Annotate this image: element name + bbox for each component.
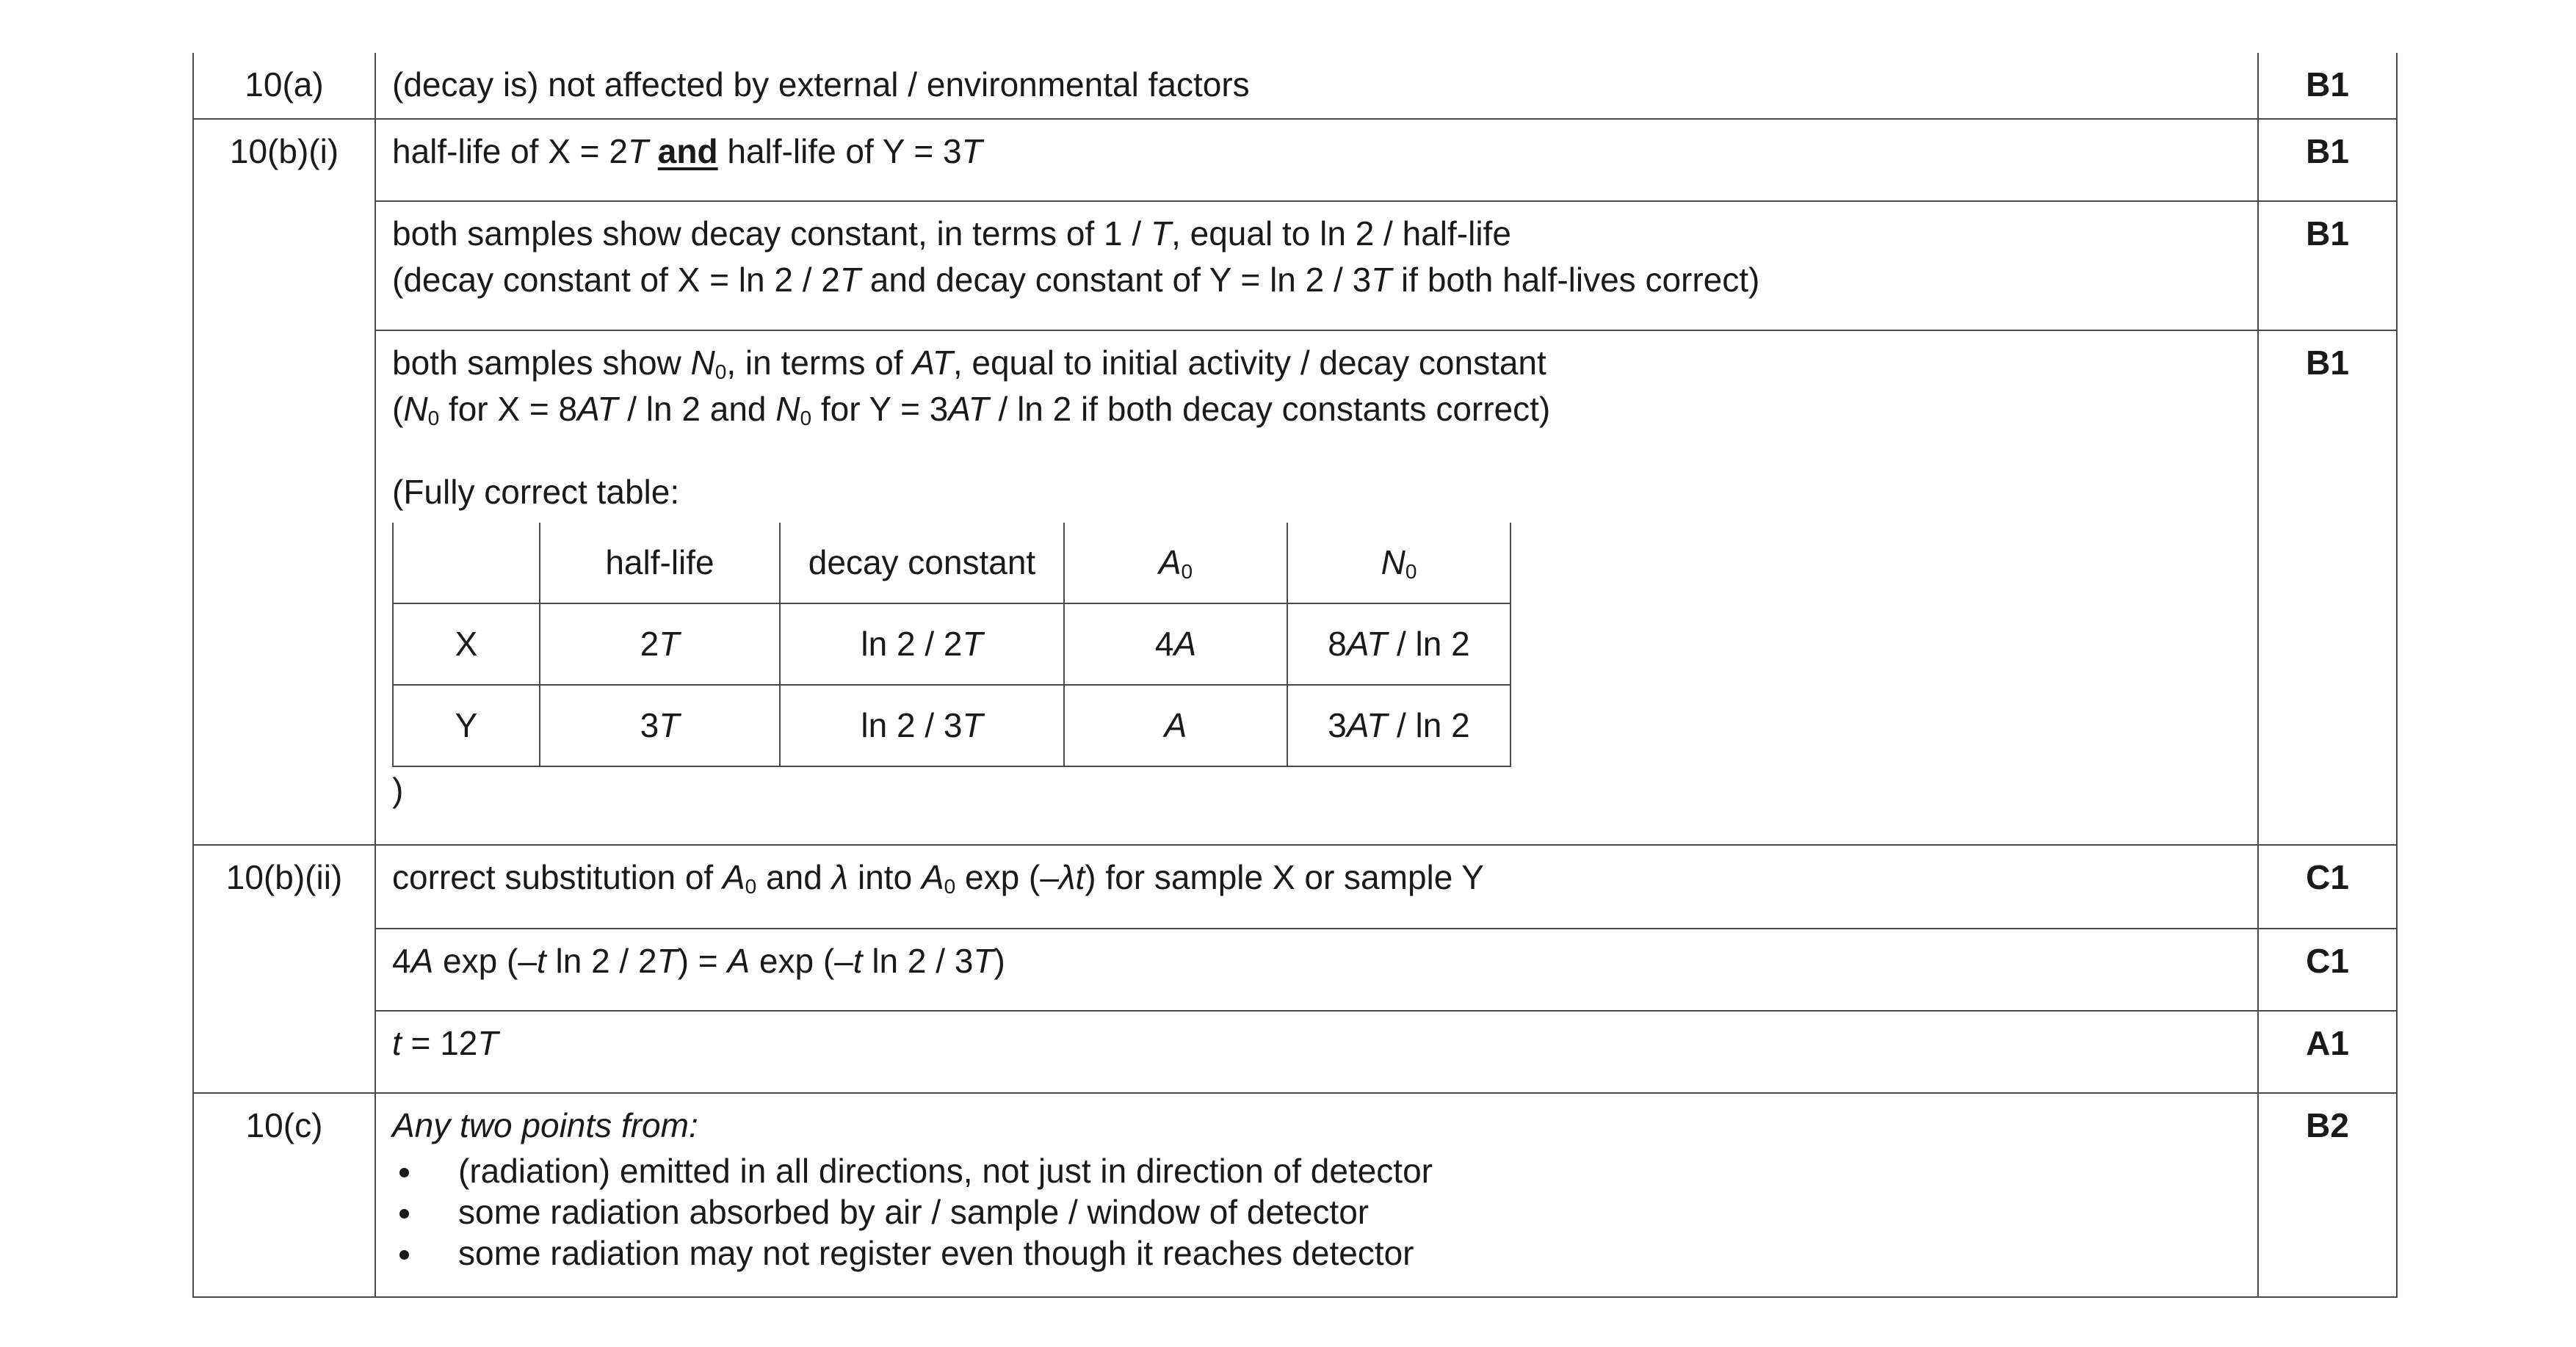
bullet-list (392, 1150, 2257, 1274)
text-run: half-life of Y = 3 (717, 132, 962, 170)
mark-code: B2 (2306, 1106, 2349, 1144)
var-T: T (477, 1024, 499, 1062)
var-AT: AT (912, 344, 953, 382)
answer-text (392, 858, 1484, 896)
var-T: T (1371, 261, 1392, 299)
text-run: , equal to ln 2 / half-life (1171, 214, 1511, 253)
row-10bii-2 (193, 929, 2397, 1011)
table-cell: Y (393, 685, 540, 766)
question-number (193, 53, 375, 119)
table-cell (1064, 685, 1287, 766)
question-number (193, 1093, 375, 1297)
answer-cell (375, 845, 2258, 929)
var-T: T (962, 625, 983, 663)
mark-cell (2258, 330, 2397, 845)
answer-cell (375, 119, 2258, 201)
mark-code: B1 (2306, 132, 2349, 170)
table-cell: X (393, 603, 540, 685)
answer-text (392, 942, 1005, 980)
text-run: exp (– (955, 858, 1059, 896)
mark-scheme-table (192, 53, 2398, 1298)
var-T: T (659, 625, 680, 663)
mark-code: B1 (2306, 344, 2349, 382)
mark-code: B1 (2306, 214, 2349, 253)
table-intro: (Fully correct table: (392, 473, 680, 511)
row-10bi-2 (193, 201, 2397, 330)
row-10bii-1 (193, 845, 2397, 929)
mark-cell (2258, 53, 2397, 119)
text-run: both samples show decay constant, in terms of 1 / (392, 214, 1151, 253)
subscript: 0 (944, 875, 956, 898)
var-T: T (839, 261, 861, 299)
subscript: 0 (1181, 560, 1193, 583)
var-lambda-t: λt (1058, 858, 1085, 896)
text-run: / ln 2 (1387, 706, 1470, 744)
spacer (392, 432, 2257, 469)
summary-header-row (393, 523, 1510, 603)
var-T: T (962, 706, 983, 744)
summary-table (392, 523, 1511, 767)
text-run: 2 (640, 625, 659, 663)
mark-code: C1 (2306, 942, 2349, 980)
header-cell: half-life (540, 523, 780, 603)
var-AT: AT (948, 390, 989, 428)
text-run: , in terms of (726, 344, 913, 382)
subscript: 0 (800, 407, 812, 429)
mark-cell (2258, 845, 2397, 929)
text-run: and (756, 858, 832, 896)
row-10bii-3 (193, 1011, 2397, 1093)
text-run: (decay constant of X = ln 2 / 2 (392, 261, 840, 299)
mark-code: A1 (2306, 1024, 2349, 1062)
text-run: / ln 2 (1387, 625, 1470, 663)
emphasis-and: and (657, 132, 718, 170)
text-run: half-life of X = 2 (392, 132, 628, 170)
text-run: / ln 2 and (618, 390, 776, 428)
question-label: 10(b)(ii) (225, 858, 343, 896)
question-number (193, 119, 375, 845)
list-item: (radiation) emitted in all directions, not just in direction of detector (392, 1150, 2257, 1191)
var-lambda: λ (831, 858, 849, 896)
header-cell: decay constant (780, 523, 1064, 603)
answer-cell (375, 330, 2258, 845)
var-T: T (659, 706, 680, 744)
var-A: A (410, 942, 434, 980)
mark-cell (2258, 119, 2397, 201)
mark-cell (2258, 1011, 2397, 1093)
text-run: = 12 (401, 1024, 478, 1062)
var-T: T (627, 132, 649, 170)
var-A: A (921, 858, 944, 896)
mark-cell (2258, 929, 2397, 1011)
table-cell (780, 603, 1064, 685)
subscript: 0 (1405, 560, 1417, 583)
text-run: 3 (1328, 706, 1347, 744)
var-AT: AT (1346, 706, 1388, 744)
question-label: 10(b)(i) (229, 132, 339, 170)
table-cell (540, 685, 780, 766)
answer-line (392, 211, 2257, 257)
table-close: ) (392, 771, 404, 809)
intro-text: Any two points from: (392, 1106, 698, 1144)
text-run: and decay constant of Y = ln 2 / 3 (860, 261, 1372, 299)
text-run: ( (392, 390, 404, 428)
answer-cell (375, 53, 2258, 119)
var-T: T (656, 942, 678, 980)
answer-line (392, 257, 2257, 303)
table-cell (540, 603, 780, 685)
text-run: for Y = 3 (811, 390, 949, 428)
question-label: 10(a) (245, 65, 324, 104)
answer-cell (375, 1011, 2258, 1093)
text-run: both samples show (392, 344, 691, 382)
table-cell (1064, 603, 1287, 685)
text-run: ) = (677, 942, 728, 980)
answer-cell (375, 201, 2258, 330)
row-10c (193, 1093, 2397, 1297)
answer-line (392, 340, 2257, 386)
text-run: , equal to initial activity / decay constant (952, 344, 1546, 382)
text-run: 8 (1328, 625, 1347, 663)
var-t: t (853, 942, 863, 980)
var-N: N (1381, 543, 1405, 581)
list-item: some radiation may not register even though it reaches detector (392, 1232, 2257, 1274)
text-run: ln 2 / 2 (861, 625, 963, 663)
header-cell (1287, 523, 1510, 603)
mark-cell (2258, 201, 2397, 330)
subscript: 0 (745, 875, 757, 898)
text-run: 4 (392, 942, 411, 980)
answer-text (392, 132, 983, 170)
var-N: N (403, 390, 428, 428)
var-T: T (973, 942, 994, 980)
var-N: N (775, 390, 800, 428)
text-run: / ln 2 if both decay constants correct) (988, 390, 1551, 428)
mark-code: C1 (2306, 858, 2349, 896)
text-run: exp (– (750, 942, 853, 980)
header-cell (393, 523, 540, 603)
text-run: 3 (640, 706, 659, 744)
text-run: for X = 8 (439, 390, 578, 428)
answer-text: (decay is) not affected by external / environmental factors (392, 65, 1250, 104)
var-A: A (1164, 706, 1187, 744)
summary-row-x (393, 603, 1510, 685)
answer-text (392, 1024, 498, 1062)
answer-cell (375, 929, 2258, 1011)
text-run: correct substitution of (392, 858, 723, 896)
var-N: N (690, 344, 715, 382)
table-cell (780, 685, 1064, 766)
text-run: ln 2 / 3 (862, 942, 974, 980)
question-label: 10(c) (245, 1106, 323, 1144)
text-run: ln 2 / 3 (861, 706, 963, 744)
var-A: A (727, 942, 750, 980)
header-cell (1064, 523, 1287, 603)
mark-code: B1 (2306, 65, 2349, 104)
var-t: t (536, 942, 546, 980)
table-cell (1287, 685, 1510, 766)
var-AT: AT (1346, 625, 1388, 663)
question-number (193, 845, 375, 1093)
list-item: some radiation absorbed by air / sample / window of detector (392, 1191, 2257, 1232)
table-cell (1287, 603, 1510, 685)
row-10bi-3 (193, 330, 2397, 845)
text-run: into (848, 858, 922, 896)
summary-row-y (393, 685, 1510, 766)
text-run: 4 (1154, 625, 1174, 663)
row-10bi-1 (193, 119, 2397, 201)
var-AT: AT (577, 390, 618, 428)
answer-line (392, 386, 2257, 432)
var-A: A (1158, 543, 1182, 581)
subscript: 0 (714, 360, 727, 383)
text-run: ) (994, 942, 1005, 980)
subscript: 0 (427, 407, 440, 429)
var-T: T (961, 132, 983, 170)
answer-cell (375, 1093, 2258, 1297)
var-A: A (722, 858, 745, 896)
text-run: ln 2 / 2 (546, 942, 657, 980)
mark-cell (2258, 1093, 2397, 1297)
var-t: t (392, 1024, 402, 1062)
var-A: A (1173, 625, 1197, 663)
answer-intro (392, 1103, 2257, 1149)
row-10a (193, 53, 2397, 119)
text-run: if both half-lives correct) (1392, 261, 1760, 299)
var-T: T (1150, 214, 1172, 253)
text-run: ) for sample X or sample Y (1085, 858, 1484, 896)
text-run: exp (– (433, 942, 537, 980)
